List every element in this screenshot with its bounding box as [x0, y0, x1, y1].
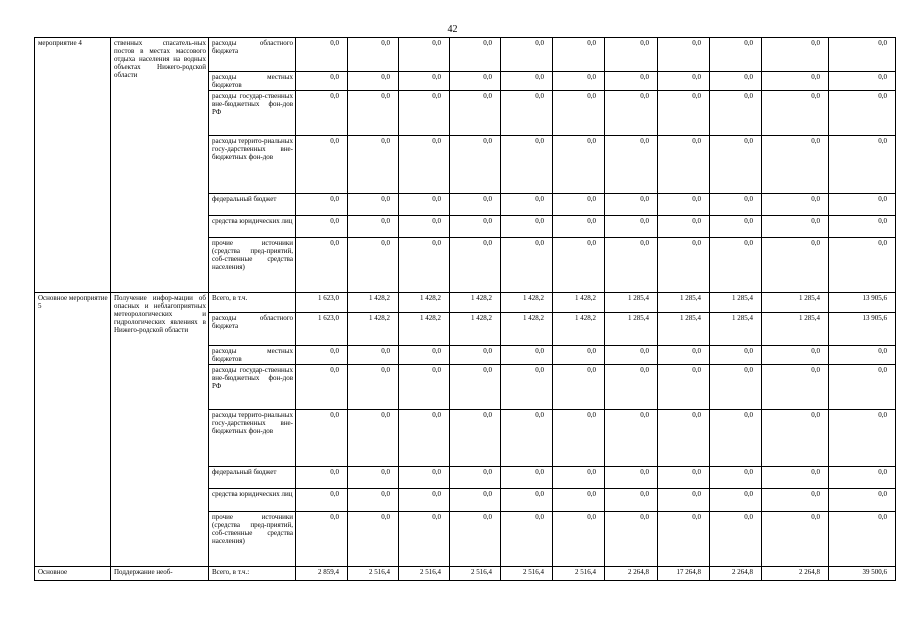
- funding-source-cell: расходы областного бюджета: [209, 313, 296, 346]
- value-cell: 1 285,4: [762, 293, 829, 313]
- value-cell: 0,0: [658, 410, 710, 467]
- value-cell: 0,0: [710, 512, 762, 567]
- value-cell: 0,0: [450, 467, 501, 489]
- value-cell: 0,0: [829, 72, 896, 91]
- value-cell: 0,0: [348, 489, 399, 512]
- value-cell: 0,0: [762, 365, 829, 410]
- value-cell: 0,0: [553, 216, 605, 238]
- value-cell: 0,0: [710, 346, 762, 365]
- value-cell: 0,0: [829, 346, 896, 365]
- value-cell: 1 428,2: [348, 313, 399, 346]
- value-cell: 0,0: [605, 136, 658, 194]
- value-cell: 0,0: [450, 136, 501, 194]
- value-cell: 1 285,4: [605, 293, 658, 313]
- value-cell: 0,0: [296, 346, 348, 365]
- value-cell: 0,0: [605, 512, 658, 567]
- funding-source-cell: расходы террито-риальных госу-дарственных вне-бюджетных фон-дов: [209, 410, 296, 467]
- funding-source-cell: расходы государ-ственных вне-бюджетных фон-дов РФ: [209, 365, 296, 410]
- value-cell: 0,0: [296, 467, 348, 489]
- value-cell: 1 285,4: [710, 293, 762, 313]
- value-cell: 0,0: [658, 216, 710, 238]
- value-cell: 0,0: [605, 238, 658, 293]
- value-cell: 0,0: [658, 72, 710, 91]
- value-cell: 0,0: [348, 38, 399, 72]
- value-cell: 0,0: [501, 91, 553, 136]
- funding-source-cell: средства юридических лиц: [209, 216, 296, 238]
- value-cell: 0,0: [348, 365, 399, 410]
- measure-description-cell: ственных спасатель-ных постов в местах массового отдыха населения на водных объектах Нижего-родской области: [111, 38, 209, 293]
- value-cell: 0,0: [296, 489, 348, 512]
- value-cell: 0,0: [605, 194, 658, 216]
- value-cell: 0,0: [450, 72, 501, 91]
- value-cell: 2 516,4: [348, 567, 399, 581]
- value-cell: 0,0: [501, 238, 553, 293]
- value-cell: 0,0: [348, 91, 399, 136]
- value-cell: 0,0: [710, 238, 762, 293]
- value-cell: 1 428,2: [450, 313, 501, 346]
- value-cell: 0,0: [658, 346, 710, 365]
- value-cell: 0,0: [553, 467, 605, 489]
- value-cell: 1 428,2: [399, 293, 450, 313]
- value-cell: 0,0: [658, 91, 710, 136]
- value-cell: 0,0: [829, 489, 896, 512]
- value-cell: 1 285,4: [605, 313, 658, 346]
- value-cell: 0,0: [553, 410, 605, 467]
- value-cell: 0,0: [710, 489, 762, 512]
- value-cell: 1 428,2: [450, 293, 501, 313]
- value-cell: 0,0: [762, 410, 829, 467]
- value-cell: 0,0: [450, 238, 501, 293]
- value-cell: 0,0: [605, 410, 658, 467]
- value-cell: 2 516,4: [450, 567, 501, 581]
- value-cell: 0,0: [296, 91, 348, 136]
- value-cell: 1 285,4: [762, 313, 829, 346]
- value-cell: 0,0: [296, 216, 348, 238]
- measure-description-cell: Получение инфор-мации об опасных и неблагоприятных метеорологических и гидрологических явлениях в Нижего-родской области: [111, 293, 209, 567]
- value-cell: 0,0: [399, 346, 450, 365]
- funding-source-cell: Всего, в т.ч.:: [209, 567, 296, 581]
- value-cell: 0,0: [762, 512, 829, 567]
- value-cell: 1 428,2: [501, 293, 553, 313]
- value-cell: 0,0: [829, 512, 896, 567]
- value-cell: 0,0: [296, 194, 348, 216]
- value-cell: 0,0: [829, 216, 896, 238]
- value-cell: 0,0: [829, 136, 896, 194]
- value-cell: 0,0: [605, 38, 658, 72]
- funding-source-cell: расходы террито-риальных госу-дарственных вне-бюджетных фон-дов: [209, 136, 296, 194]
- value-cell: 0,0: [399, 512, 450, 567]
- value-cell: 0,0: [450, 216, 501, 238]
- value-cell: 0,0: [605, 365, 658, 410]
- value-cell: 0,0: [762, 194, 829, 216]
- value-cell: 1 285,4: [710, 313, 762, 346]
- value-cell: 0,0: [710, 72, 762, 91]
- budget-table: [34, 37, 896, 581]
- value-cell: 0,0: [450, 346, 501, 365]
- value-cell: 0,0: [399, 72, 450, 91]
- value-cell: 0,0: [501, 346, 553, 365]
- value-cell: 0,0: [553, 194, 605, 216]
- value-cell: 0,0: [762, 238, 829, 293]
- value-cell: 0,0: [501, 38, 553, 72]
- value-cell: 1 623,0: [296, 313, 348, 346]
- value-cell: 0,0: [829, 365, 896, 410]
- value-cell: 0,0: [762, 72, 829, 91]
- value-cell: 0,0: [296, 238, 348, 293]
- value-cell: 0,0: [553, 346, 605, 365]
- value-cell: 0,0: [605, 346, 658, 365]
- value-cell: 0,0: [553, 136, 605, 194]
- measure-description-cell: Поддержание необ-: [111, 567, 209, 581]
- value-cell: 0,0: [399, 410, 450, 467]
- value-cell: 0,0: [501, 467, 553, 489]
- value-cell: 0,0: [296, 512, 348, 567]
- value-cell: 0,0: [348, 216, 399, 238]
- value-cell: 0,0: [553, 38, 605, 72]
- measure-cell: мероприятие 4: [35, 38, 111, 293]
- value-cell: 0,0: [501, 136, 553, 194]
- value-cell: 0,0: [710, 38, 762, 72]
- value-cell: 0,0: [296, 410, 348, 467]
- value-cell: 0,0: [658, 489, 710, 512]
- value-cell: 2 516,4: [501, 567, 553, 581]
- value-cell: 0,0: [348, 410, 399, 467]
- measure-cell: Основное: [35, 567, 111, 581]
- funding-source-cell: расходы местных бюджетов: [209, 346, 296, 365]
- funding-source-cell: расходы местных бюджетов: [209, 72, 296, 91]
- value-cell: 2 264,8: [762, 567, 829, 581]
- value-cell: 0,0: [658, 136, 710, 194]
- value-cell: 0,0: [762, 136, 829, 194]
- value-cell: 0,0: [762, 489, 829, 512]
- value-cell: 0,0: [710, 410, 762, 467]
- value-cell: 0,0: [348, 72, 399, 91]
- value-cell: 0,0: [658, 365, 710, 410]
- value-cell: 2 516,4: [399, 567, 450, 581]
- value-cell: 0,0: [399, 216, 450, 238]
- funding-source-cell: федеральный бюджет: [209, 194, 296, 216]
- value-cell: 0,0: [710, 216, 762, 238]
- value-cell: 39 500,6: [829, 567, 896, 581]
- value-cell: 0,0: [710, 136, 762, 194]
- value-cell: 0,0: [710, 467, 762, 489]
- value-cell: 0,0: [829, 38, 896, 72]
- value-cell: 0,0: [450, 365, 501, 410]
- value-cell: 0,0: [829, 467, 896, 489]
- value-cell: 0,0: [605, 91, 658, 136]
- value-cell: 13 905,6: [829, 313, 896, 346]
- table-body: [35, 38, 896, 581]
- value-cell: 0,0: [553, 238, 605, 293]
- value-cell: 0,0: [450, 38, 501, 72]
- value-cell: 1 428,2: [553, 313, 605, 346]
- funding-source-cell: прочие источники (средства пред-приятий, соб-ственные средства населения): [209, 238, 296, 293]
- value-cell: 0,0: [501, 194, 553, 216]
- value-cell: 0,0: [296, 365, 348, 410]
- value-cell: 0,0: [450, 410, 501, 467]
- value-cell: 0,0: [762, 346, 829, 365]
- value-cell: 0,0: [450, 489, 501, 512]
- value-cell: 0,0: [658, 467, 710, 489]
- value-cell: 0,0: [829, 410, 896, 467]
- value-cell: 0,0: [450, 91, 501, 136]
- value-cell: 17 264,8: [658, 567, 710, 581]
- table-row: [35, 567, 896, 581]
- value-cell: 2 264,8: [605, 567, 658, 581]
- value-cell: 0,0: [399, 467, 450, 489]
- value-cell: 0,0: [605, 467, 658, 489]
- measure-cell: Основное мероприятие 5: [35, 293, 111, 567]
- value-cell: 0,0: [710, 194, 762, 216]
- value-cell: 0,0: [501, 365, 553, 410]
- funding-source-cell: расходы областного бюджета: [209, 38, 296, 72]
- value-cell: 0,0: [348, 467, 399, 489]
- value-cell: 0,0: [658, 194, 710, 216]
- value-cell: 0,0: [296, 38, 348, 72]
- page-number: 42: [447, 24, 458, 35]
- value-cell: 0,0: [762, 38, 829, 72]
- value-cell: 2 264,8: [710, 567, 762, 581]
- value-cell: 0,0: [348, 194, 399, 216]
- value-cell: 0,0: [450, 512, 501, 567]
- value-cell: 0,0: [399, 38, 450, 72]
- value-cell: 0,0: [605, 216, 658, 238]
- value-cell: 0,0: [399, 91, 450, 136]
- value-cell: 0,0: [553, 91, 605, 136]
- funding-source-cell: федеральный бюджет: [209, 467, 296, 489]
- value-cell: 0,0: [605, 72, 658, 91]
- value-cell: 1 428,2: [501, 313, 553, 346]
- value-cell: 13 905,6: [829, 293, 896, 313]
- value-cell: 0,0: [399, 194, 450, 216]
- table-row: [35, 293, 896, 313]
- value-cell: 1 623,0: [296, 293, 348, 313]
- value-cell: 0,0: [829, 91, 896, 136]
- value-cell: 0,0: [762, 91, 829, 136]
- value-cell: 0,0: [501, 410, 553, 467]
- value-cell: 0,0: [348, 238, 399, 293]
- value-cell: 0,0: [658, 238, 710, 293]
- value-cell: 0,0: [605, 489, 658, 512]
- value-cell: 1 428,2: [399, 313, 450, 346]
- value-cell: 0,0: [829, 238, 896, 293]
- value-cell: 0,0: [829, 194, 896, 216]
- value-cell: 2 516,4: [553, 567, 605, 581]
- value-cell: 0,0: [710, 91, 762, 136]
- value-cell: 0,0: [553, 489, 605, 512]
- value-cell: 0,0: [348, 136, 399, 194]
- value-cell: 0,0: [553, 365, 605, 410]
- value-cell: 0,0: [348, 512, 399, 567]
- value-cell: 0,0: [658, 38, 710, 72]
- funding-source-cell: расходы государ-ственных вне-бюджетных фон-дов РФ: [209, 91, 296, 136]
- value-cell: 0,0: [501, 512, 553, 567]
- value-cell: 0,0: [501, 216, 553, 238]
- value-cell: 0,0: [762, 467, 829, 489]
- value-cell: 0,0: [762, 216, 829, 238]
- value-cell: 1 428,2: [348, 293, 399, 313]
- value-cell: 0,0: [501, 72, 553, 91]
- value-cell: 0,0: [710, 365, 762, 410]
- value-cell: 0,0: [296, 136, 348, 194]
- value-cell: 1 285,4: [658, 313, 710, 346]
- funding-source-cell: прочие источники (средства пред-приятий, соб-ственные средства населения): [209, 512, 296, 567]
- value-cell: 0,0: [399, 365, 450, 410]
- value-cell: 2 859,4: [296, 567, 348, 581]
- value-cell: 1 428,2: [553, 293, 605, 313]
- funding-source-cell: Всего, в т.ч.: [209, 293, 296, 313]
- value-cell: 0,0: [399, 136, 450, 194]
- funding-source-cell: средства юридических лиц: [209, 489, 296, 512]
- value-cell: 0,0: [399, 238, 450, 293]
- value-cell: 0,0: [450, 194, 501, 216]
- value-cell: 0,0: [553, 512, 605, 567]
- value-cell: 0,0: [553, 72, 605, 91]
- table-row: [35, 38, 896, 72]
- value-cell: 1 285,4: [658, 293, 710, 313]
- value-cell: 0,0: [501, 489, 553, 512]
- value-cell: 0,0: [296, 72, 348, 91]
- value-cell: 0,0: [399, 489, 450, 512]
- value-cell: 0,0: [658, 512, 710, 567]
- value-cell: 0,0: [348, 346, 399, 365]
